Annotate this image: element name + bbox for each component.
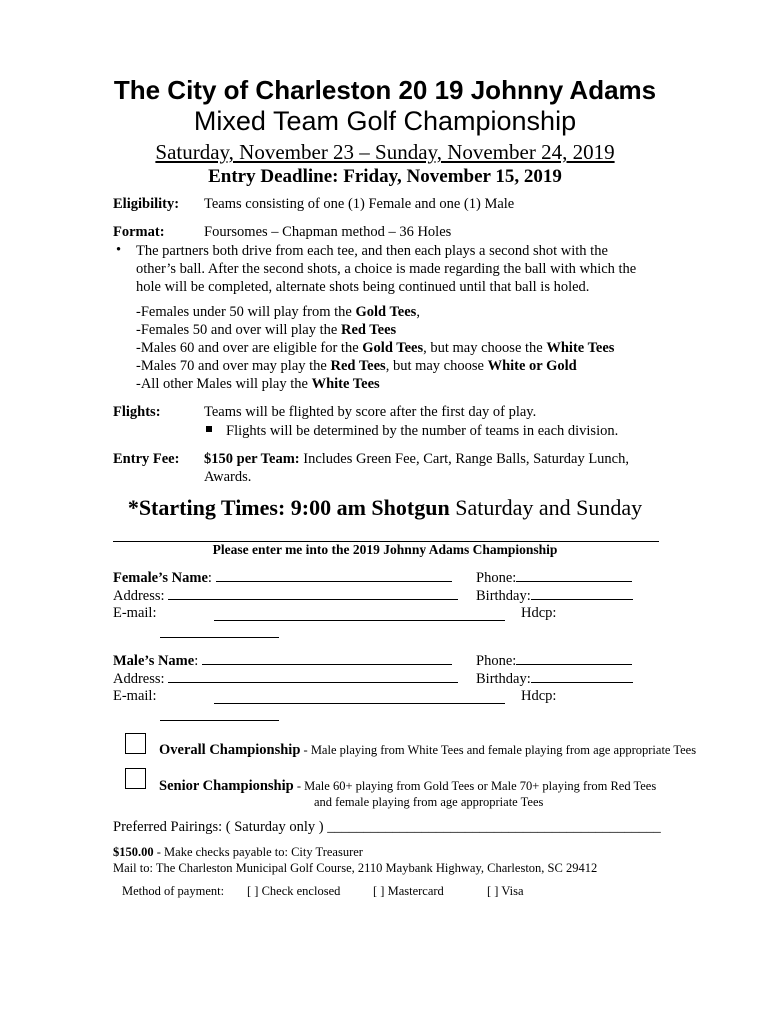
male-email-label: E-mail: [113,688,157,704]
male-address-row: Address: [113,670,458,688]
male-name-field[interactable] [202,652,452,665]
mail-to-address: Mail to: The Charleston Municipal Golf Course, 2110 Maybank Highway, Charleston, SC 29412 [113,861,598,875]
female-phone-row: Phone: [476,569,632,587]
format-label: Format: [113,224,165,240]
title-line-2: Mixed Team Golf Championship [193,106,577,136]
senior-championship-label: Senior Championship - Male 60+ playing from Gold Tees or Male 70+ playing from Red Tees [159,778,657,794]
male-phone-field[interactable] [516,652,632,665]
visa-option[interactable]: [ ] Visa [487,884,524,898]
female-name-row: Female’s Name: [113,569,452,587]
method-of-payment-label: Method of payment: [122,884,225,898]
senior-championship-note: and female playing from age appropriate Tees [314,795,544,809]
tee-rule: -Females under 50 will play from the Gold Tees, [136,304,420,320]
overall-championship-label: Overall Championship - Male playing from White Tees and female playing from age appropriate Tees [159,742,697,758]
male-address-field[interactable] [168,670,458,683]
event-dates: Saturday, November 23 – Sunday, November 24, 2019 [155,140,615,164]
bullet-icon: • [116,242,122,258]
form-heading: Please enter me into the 2019 Johnny Adams Championship [212,542,558,557]
flights-bullet: Flights will be determined by the number of teams in each division. [226,423,619,439]
square-bullet-icon [206,426,212,432]
female-address-field[interactable] [168,587,458,600]
male-birthday-row: Birthday: [476,670,633,688]
female-birthday-field[interactable] [531,587,633,600]
overall-championship-checkbox[interactable] [125,733,146,754]
entry-deadline: Entry Deadline: Friday, November 15, 2019 [208,166,562,187]
tee-rules [136,303,614,393]
female-email-label: E-mail: [113,605,157,621]
entry-fee-text-2: Awards. [204,469,252,485]
male-name-row: Male’s Name: [113,652,452,670]
male-phone-row: Phone: [476,652,632,670]
female-email-field[interactable] [214,608,505,621]
tee-rule: -All other Males will play the White Tees [136,376,380,392]
female-hdcp-field[interactable] [160,625,279,638]
female-hdcp-label: Hdcp: [521,605,557,621]
preferred-pairings[interactable]: Preferred Pairings: ( Saturday only ) ______________________________________________ [113,819,661,835]
starting-times: *Starting Times: 9:00 am Shotgun Saturday and Sunday [127,495,643,520]
payment-amount-line: $150.00 - Make checks payable to: City Treasurer [113,845,363,859]
flights-label: Flights: [113,404,161,420]
entry-fee-text: $150 per Team: Includes Green Fee, Cart, Range Balls, Saturday Lunch, [204,451,629,467]
male-email-field[interactable] [214,691,505,704]
eligibility-label: Eligibility: [113,196,180,212]
format-text: Foursomes – Chapman method – 36 Holes [204,224,452,240]
female-birthday-row: Birthday: [476,587,633,605]
female-phone-field[interactable] [516,569,632,582]
flights-text: Teams will be flighted by score after the first day of play. [204,404,537,420]
female-address-row: Address: [113,587,458,605]
male-birthday-field[interactable] [531,670,633,683]
check-enclosed-option[interactable]: [ ] Check enclosed [247,884,341,898]
eligibility-text: Teams consisting of one (1) Female and one (1) Male [204,196,515,212]
mastercard-option[interactable]: [ ] Mastercard [373,884,444,898]
entry-fee-label: Entry Fee: [113,451,180,467]
tee-rule: -Females 50 and over will play the Red Tees [136,322,397,338]
tee-rule: -Males 60 and over are eligible for the Gold Tees, but may choose the White Tees [136,340,615,356]
female-name-field[interactable] [216,569,452,582]
tee-rule: -Males 70 and over may play the Red Tees, but may choose White or Gold [136,358,577,374]
title-line-1: The City of Charleston 20 19 Johnny Adams [113,75,657,105]
male-hdcp-field[interactable] [160,708,279,721]
format-description: The partners both drive from each tee, and then each plays a second shot with the other’s ball. After the second shots, a choice is made regarding the ball with which the hole will be completed, alternate shots being continued until that ball is holed. [136,243,637,295]
senior-championship-checkbox[interactable] [125,768,146,789]
male-hdcp-label: Hdcp: [521,688,557,704]
